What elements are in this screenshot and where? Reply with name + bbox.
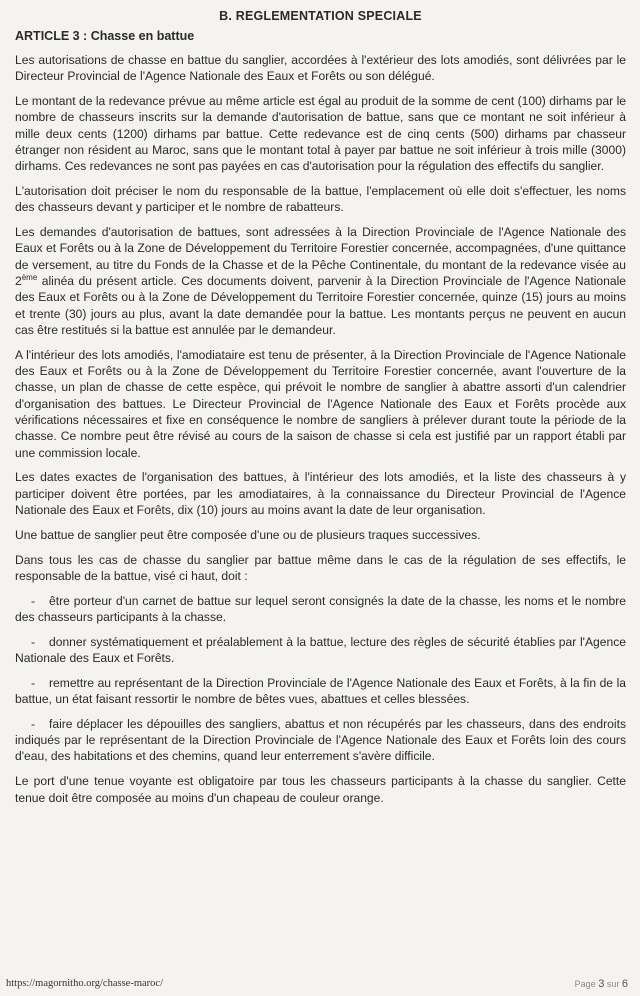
bullet-text: être porteur d'un carnet de battue sur lequel seront consignés la date de la chasse, les noms et le nombre des chasseurs participants à la chasse.	[15, 593, 626, 624]
bullet-item	[15, 716, 626, 765]
bullet-dash: -	[31, 634, 36, 649]
page-total: 6	[621, 978, 628, 990]
paragraph-3: L'autorisation doit préciser le nom du responsable de la battue, l'emplacement où elle doit s'effectuer, les noms des chasseurs devant y participer et le nombre de rabatteurs.	[15, 184, 626, 215]
paragraph-4	[15, 224, 626, 338]
paragraph-1: Les autorisations de chasse en battue du sanglier, accordées à l'extérieur des lots amodiés, sont délivrées par le Directeur Provincial de l'Agence Nationale des Eaux et Forêts ou son délégué.	[15, 53, 626, 84]
paragraph-5: A l'intérieur des lots amodiés, l'amodiataire est tenu de présenter, à la Direction Provinciale de l'Agence Nationale des Eaux et Forêts ou à la Zone de Développement du Territoire Forestier concernée, avant l'ouverture de la chasse, un plan de chasse de cette espèce, qui prévoit le nombre de sanglier à abattre assorti d'un calendrier d'organisation des battues. Le Directeur Provincial de l'Agence Nationale des Eaux et Forêts procède aux vérifications nécessaires et fixe en conséquence le nombre de sangliers à prélever durant toute la période de la chasse. Ce nombre peut être révisé au cours de la saison de chasse si cela est justifié par un rapport établi par une commission locale.	[15, 347, 626, 460]
ordinal-superscript: ème	[21, 273, 38, 283]
of-word: sur	[606, 979, 620, 989]
bullet-text: remettre au représentant de la Direction Provinciale de l'Agence Nationale des Eaux et Forêts, à la fin de la battue, un état faisant ressortir le nombre de bêtes vues, abattues et celles blessées.	[15, 675, 626, 707]
paragraph-9: Le port d'une tenue voyante est obligatoire par tous les chasseurs participants à la chasse du sanglier. Cette tenue doit être composée au moins d'un chapeau de couleur orange.	[15, 774, 626, 805]
bullet-text: faire déplacer les dépouilles des sangliers, abattus et non récupérés par les chasseurs, dans des endroits indiqués par le représentant de la Direction Provinciale de l'Agence Nationale des Eaux et Forêts loin des cours d'eau, des habitations et des chemins, quand leur enterrement s'avère difficile.	[15, 716, 626, 764]
bullet-item	[15, 675, 626, 708]
bullet-dash: -	[31, 716, 36, 731]
footer-url: https://magornitho.org/chasse-maroc/	[6, 978, 163, 989]
paragraph-4-part-a: Les demandes d'autorisation de battues, sont adressées à la Direction Provinciale de l'Agence Nationale des Eaux et Forêts ou à la Zone de Développement du Territoire Forestier concernée, accompagnées, d'une quittance de versement, au titre du Fonds de la Chasse et de la Pêche Continentale, du montant de la redevance visée au 2	[15, 225, 626, 289]
page-indicator	[575, 978, 628, 990]
paragraph-6: Les dates exactes de l'organisation des battues, à l'intérieur des lots amodiés, et la liste des chasseurs à y participer doivent être portées, par les amodiataires, à la connaissance du Directeur Provincial de l'Agence Nationale des Eaux et Forêts, dix (10) jours au moins avant la date de leur organisation.	[15, 470, 626, 517]
bullet-text: donner systématiquement et préalablement à la battue, lecture des règles de sécurité établies par l'Agence Nationale des Eaux et Forêts.	[15, 634, 626, 665]
page-number: 3	[598, 978, 605, 990]
bullet-item	[15, 634, 626, 667]
paragraph-7: Une battue de sanglier peut être composée d'une ou de plusieurs traques successives.	[15, 527, 481, 542]
section-title: B. REGLEMENTATION SPECIALE	[219, 9, 422, 23]
paragraph-8: Dans tous les cas de chasse du sanglier par battue même dans le cas de la régulation de ses effectifs, le responsable de la battue, visé ci haut, doit :	[15, 552, 626, 583]
page-word: Page	[574, 979, 596, 989]
paragraph-2: Le montant de la redevance prévue au même article est égal au produit de la somme de cent (100) dirhams par le nombre de chasseurs inscrits sur la demande d'autorisation de battue, sans que ce montant ne soit inférieur à mille deux cents (1200) dirhams par battue. Cette redevance est de cinq cents (500) dirhams par chasseur étranger non résident au Maroc, sans que le montant total à payer par battue ne soit inférieur à trois mille (3000) dirhams. Ces redevances ne sont pas payées en cas d'autorisation pour la régulation des effectifs du sanglier.	[15, 94, 626, 174]
bullet-item	[15, 593, 626, 626]
paragraph-4-part-b: alinéa du présent article. Ces documents doivent, parvenir à la Direction Provinciale de l'Agence Nationale des Eaux et Forêts ou à la Zone de Développement du Territoire Forestier concernée, quinze (15) jours au moins et trente (30) jours au plus, avant la date demandée pour la battue. Les montants perçus ne peuvent en aucun cas être restitués si la battue est annulée par le demandeur.	[15, 274, 626, 337]
bullet-dash: -	[31, 675, 36, 690]
article-title: ARTICLE 3 : Chasse en battue	[15, 29, 195, 43]
bullet-dash: -	[31, 593, 36, 608]
